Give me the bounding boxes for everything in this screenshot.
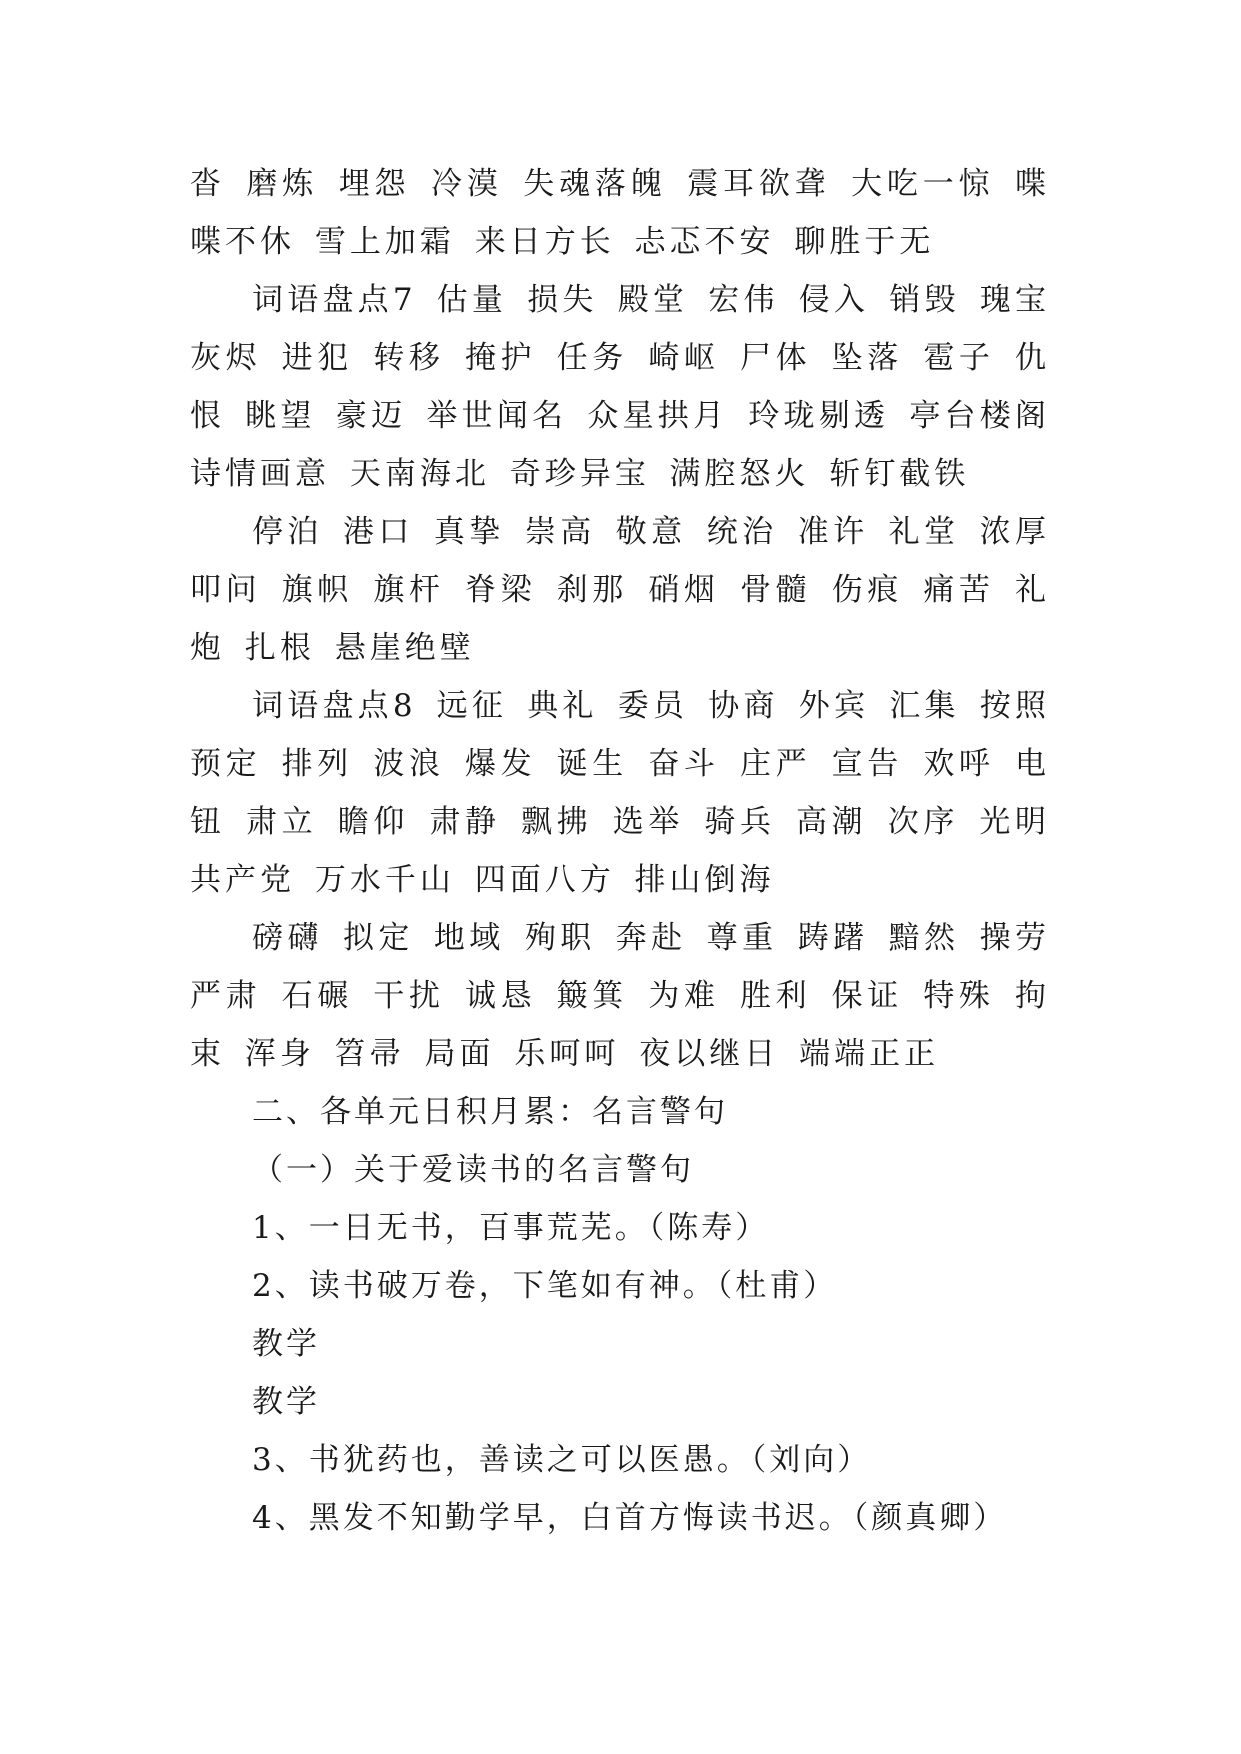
document-body	[190, 155, 1050, 1547]
vocab-paragraph: 磅礴 拟定 地域 殉职 奔赴 尊重 踌躇 黯然 操劳 严肃 石碾 干扰 诚恳 簸箕 为难 胜利 保证 特殊 拘束 浑身 笤帚 局面 乐呵呵 夜以继日 端端正正	[190, 920, 1050, 1072]
section-heading: 二、各单元日积月累：名言警句	[252, 1094, 728, 1130]
vocab-paragraph: 停泊 港口 真挚 崇高 敬意 统治 准许 礼堂 浓厚 叩问 旗帜 旗杆 脊梁 刹那 硝烟 骨髓 伤痕 痛苦 礼炮 扎根 悬崖绝壁	[190, 514, 1050, 666]
subsection-heading: （一）关于爱读书的名言警句	[252, 1152, 694, 1188]
note-text: 教学	[252, 1326, 320, 1362]
quote-item: 1、一日无书，百事荒芜。（陈寿）	[252, 1210, 770, 1246]
quote-item: 2、读书破万卷，下笔如有神。（杜甫）	[252, 1268, 838, 1304]
vocab-paragraph: 沓 磨炼 埋怨 冷漠 失魂落魄 震耳欲聋 大吃一惊 喋喋不休 雪上加霜 来日方长 忐忑不安 聊胜于无	[190, 166, 1050, 260]
quote-item: 3、书犹药也，善读之可以医愚。（刘向）	[252, 1442, 872, 1478]
vocab-paragraph-unit8: 词语盘点8 远征 典礼 委员 协商 外宾 汇集 按照 预定 排列 波浪 爆发 诞生 奋斗 庄严 宣告 欢呼 电钮 肃立 瞻仰 肃静 飘拂 选举 骑兵 高潮 次序 光明 共产党 万水千山 四面八方 排山倒海	[190, 688, 1050, 898]
quote-item: 4、黑发不知勤学早，白首方悔读书迟。（颜真卿）	[252, 1500, 1008, 1536]
vocab-paragraph-unit7: 词语盘点7 估量 损失 殿堂 宏伟 侵入 销毁 瑰宝 灰烬 进犯 转移 掩护 任务 崎岖 尸体 坠落 雹子 仇恨 眺望 豪迈 举世闻名 众星拱月 玲珑剔透 亭台楼阁 诗情画意 天南海北 奇珍异宝 满腔怒火 斩钉截铁	[190, 282, 1050, 492]
note-text: 教学	[252, 1384, 320, 1420]
